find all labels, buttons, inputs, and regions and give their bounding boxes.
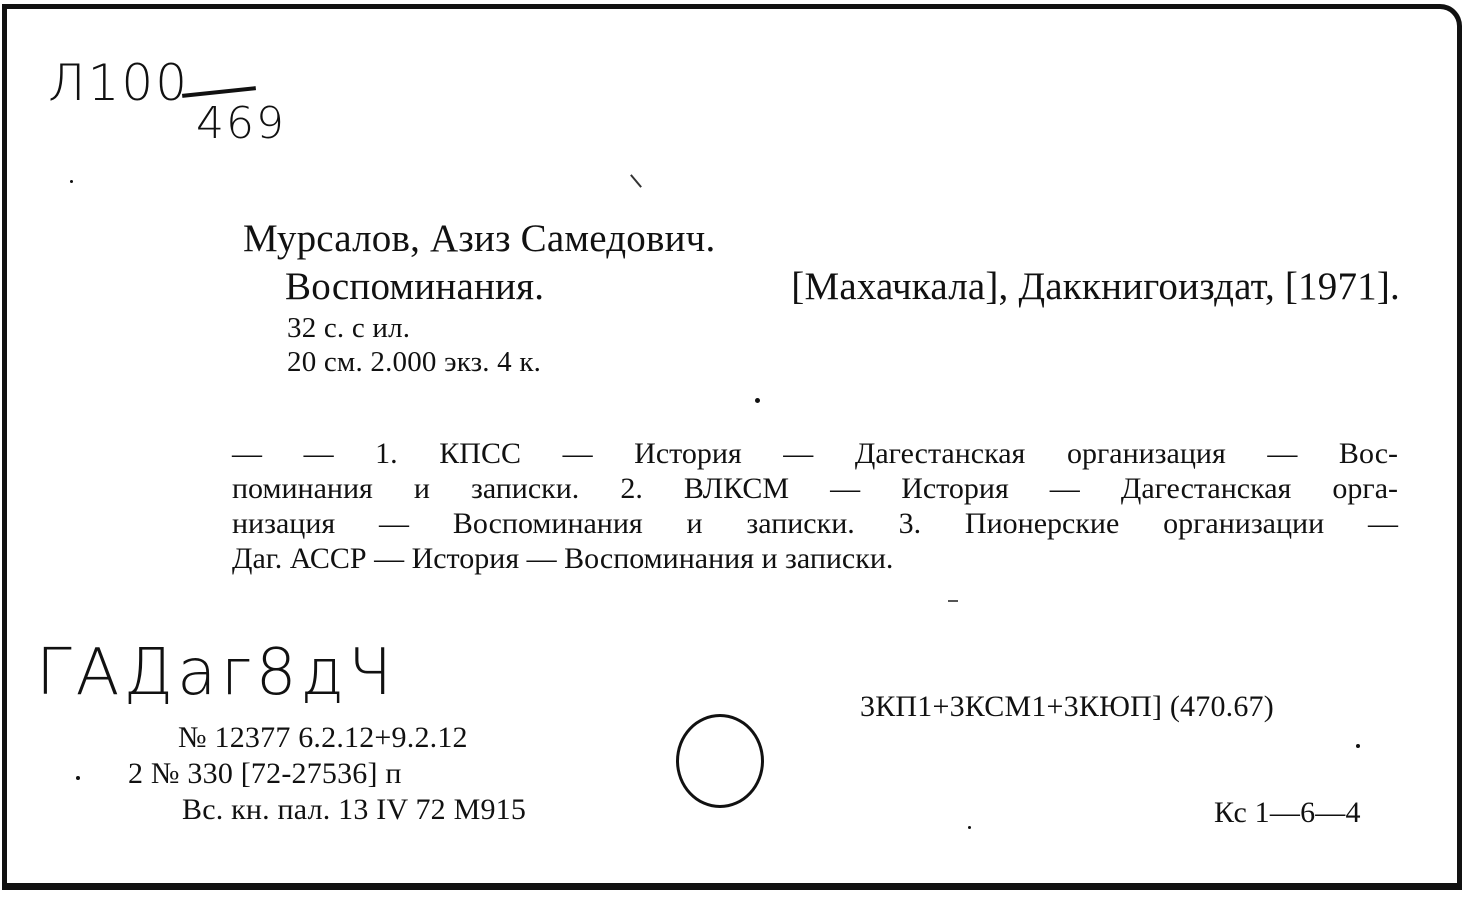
- book-title: Воспоминания.: [285, 265, 545, 308]
- subject-line: поминания и записки. 2. ВЛКСМ — История — Дагестанская орга-: [232, 472, 1398, 505]
- pagination: 32 с. с ил.: [287, 312, 411, 344]
- speck: [755, 398, 760, 403]
- imprint: [Махачкала], Даккнигоиздат, [1971].: [791, 265, 1400, 308]
- subject-line: Даг. АССР — История — Воспоминания и записки.: [232, 542, 894, 575]
- card-number-secondary: 2 № 330 [72-27536] п: [128, 757, 402, 790]
- classification-index: 3КП1+3КСМ1+3КЮП] (470.67): [860, 690, 1274, 723]
- card-code: Кс 1—6—4: [1214, 796, 1361, 829]
- handwritten-shelfmark-top: Л100: [48, 54, 190, 112]
- speck: [76, 776, 80, 780]
- punch-hole: [676, 714, 764, 808]
- author-heading: Мурсалов, Азиз Самедович.: [243, 217, 716, 260]
- subject-headings: [232, 436, 1398, 576]
- subject-line: — — 1. КПСС — История — Дагестанская организация — Вос-: [232, 437, 1398, 470]
- speck: [968, 826, 971, 829]
- speck: [70, 180, 73, 183]
- physical-details: 20 см. 2.000 экз. 4 к.: [287, 346, 542, 378]
- handwritten-inventory-mark: ГАДаг8дЧ: [36, 636, 396, 710]
- speck: [1356, 744, 1360, 748]
- stray-mark: [948, 600, 958, 602]
- handwritten-shelfmark-bottom: 469: [196, 98, 286, 149]
- card-number: № 12377 6.2.12+9.2.12: [178, 721, 468, 754]
- title-line: [285, 264, 1400, 309]
- subject-line: низация — Воспоминания и записки. 3. Пионерские организации —: [232, 507, 1398, 540]
- book-chamber-line: Вс. кн. пал. 13 IV 72 М915: [182, 793, 527, 826]
